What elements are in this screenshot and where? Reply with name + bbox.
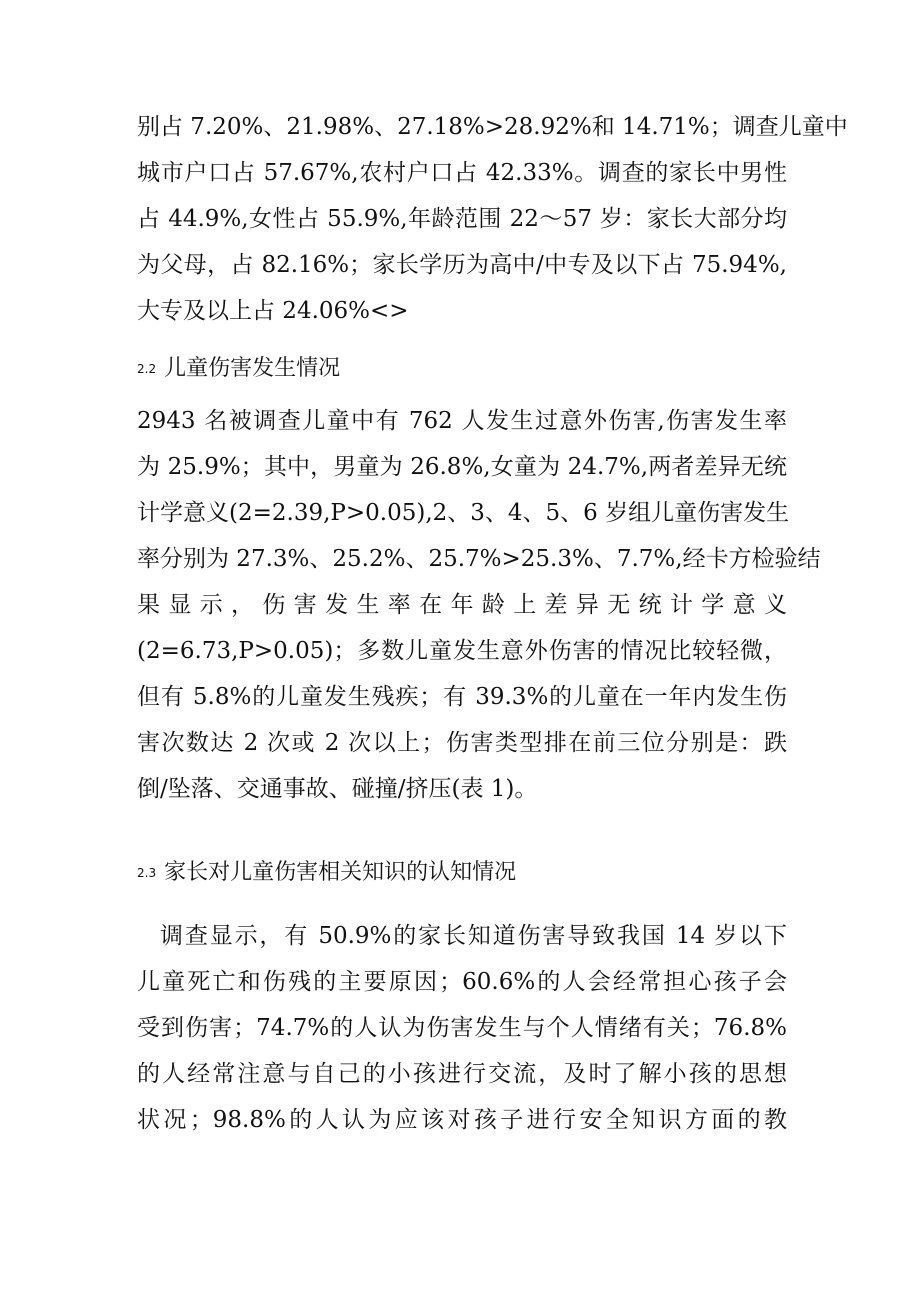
paragraph-line: 2943 名被调查儿童中有 762 人发生过意外伤害,伤害发生率	[137, 408, 787, 434]
paragraph-line: 害次数达 2 次或 2 次以上；伤害类型排在前三位分别是：跌	[137, 730, 787, 756]
section-title: 儿童伤害发生情况	[164, 356, 341, 381]
paragraph-line: 为父母，占 82.16%；家长学历为高中/中专及以下占 75.94%,	[137, 252, 787, 278]
paragraph-line: 倒/坠落、交通事故、碰撞/挤压(表 1)。	[137, 776, 538, 802]
section-heading-2-3	[137, 855, 516, 891]
paragraph-line: 占 44.9%,女性占 55.9%,年龄范围 22～57 岁：家长大部分均	[137, 206, 787, 232]
paragraph-line: (2=6.73,P>0.05)；多数儿童发生意外伤害的情况比较轻微，	[137, 638, 787, 664]
paragraph-line: 但有 5.8%的儿童发生残疾；有 39.3%的儿童在一年内发生伤	[137, 684, 787, 710]
paragraph-line: 城市户口占 57.67%,农村户口占 42.33%。调查的家长中男性	[137, 160, 787, 186]
paragraph-line: 率分别为 27.3%、25.2%、25.7%>25.3%、7.7%,经卡方检验结	[137, 546, 821, 572]
paragraph-line: 计学意义(2=2.39,P>0.05),2、3、4、5、6 岁组儿童伤害发生	[137, 500, 790, 526]
paragraph-line: 别占 7.20%、21.98%、27.18%>28.92%和 14.71%；调查儿童中	[137, 114, 848, 140]
paragraph-line: 受到伤害；74.7%的人认为伤害发生与个人情绪有关；76.8%	[137, 1015, 787, 1041]
paragraph-line: 调查显示，有 50.9%的家长知道伤害导致我国 14 岁以下	[160, 923, 787, 949]
section-heading-2-2	[137, 351, 340, 387]
section-number: 2.3	[137, 866, 157, 880]
paragraph-line: 大专及以上占 24.06%<>	[137, 298, 409, 324]
paragraph-line: 为 25.9%；其中，男童为 26.8%,女童为 24.7%,两者差异无统	[137, 454, 787, 480]
paragraph-line: 儿童死亡和伤残的主要原因；60.6%的人会经常担心孩子会	[137, 969, 787, 995]
paragraph-line: 状况；98.8%的人认为应该对孩子进行安全知识方面的教	[137, 1107, 787, 1133]
section-title: 家长对儿童伤害相关知识的认知情况	[164, 860, 517, 885]
paragraph-line: 的人经常注意与自己的小孩进行交流，及时了解小孩的思想	[137, 1061, 787, 1087]
paragraph-line: 果显示，伤害发生率在年龄上差异无统计学意义	[137, 592, 787, 618]
section-number: 2.2	[137, 362, 157, 376]
